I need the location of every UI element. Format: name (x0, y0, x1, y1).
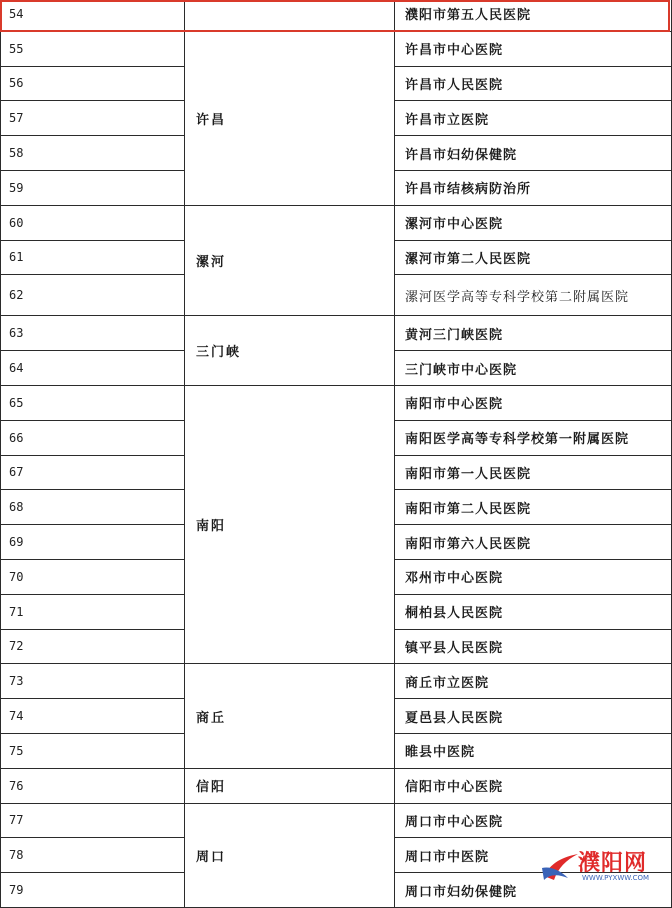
row-number: 69 (1, 525, 185, 560)
hospital-name: 南阳市第六人民医院 (395, 525, 672, 560)
table-row (1, 803, 672, 838)
row-number: 78 (1, 838, 185, 873)
hospital-name: 信阳市中心医院 (395, 768, 672, 803)
hospital-name: 周口市中心医院 (395, 803, 672, 838)
row-number: 58 (1, 136, 185, 171)
row-number: 56 (1, 66, 185, 101)
hospital-name: 黄河三门峡医院 (395, 316, 672, 351)
table-row (1, 31, 672, 66)
hospital-name: 镇平县人民医院 (395, 629, 672, 664)
city-cell-shangqiu: 商丘 (185, 664, 395, 768)
table-row (1, 316, 672, 351)
row-number: 66 (1, 420, 185, 455)
hospital-name: 许昌市立医院 (395, 101, 672, 136)
hospital-name: 濮阳市第五人民医院 (395, 0, 672, 31)
row-number: 61 (1, 240, 185, 275)
city-cell-empty (185, 0, 395, 31)
row-number: 59 (1, 170, 185, 205)
row-number: 60 (1, 205, 185, 240)
row-number: 64 (1, 351, 185, 386)
row-number: 72 (1, 629, 185, 664)
row-number: 70 (1, 559, 185, 594)
row-number: 54 (1, 0, 185, 31)
row-number: 74 (1, 699, 185, 734)
hospital-name: 邓州市中心医院 (395, 559, 672, 594)
table-row (1, 664, 672, 699)
row-number: 79 (1, 873, 185, 908)
hospital-name: 商丘市立医院 (395, 664, 672, 699)
row-number: 73 (1, 664, 185, 699)
row-number: 68 (1, 490, 185, 525)
row-number: 77 (1, 803, 185, 838)
hospital-name: 三门峡市中心医院 (395, 351, 672, 386)
hospital-name: 漯河医学高等专科学校第二附属医院 (395, 275, 672, 316)
table-row (1, 0, 672, 31)
city-cell-zhoukou: 周口 (185, 803, 395, 907)
hospital-name: 南阳市第二人民医院 (395, 490, 672, 525)
watermark-logo (538, 846, 668, 890)
city-cell-luohe: 漯河 (185, 205, 395, 316)
hospital-name: 许昌市人民医院 (395, 66, 672, 101)
city-cell-sanmenxia: 三门峡 (185, 316, 395, 386)
row-number: 67 (1, 455, 185, 490)
city-cell-xuchang: 许昌 (185, 31, 395, 205)
table-row (1, 768, 672, 803)
row-number: 71 (1, 594, 185, 629)
hospital-name: 睢县中医院 (395, 733, 672, 768)
city-cell-nanyang: 南阳 (185, 385, 395, 663)
row-number: 63 (1, 316, 185, 351)
hospital-name: 许昌市中心医院 (395, 31, 672, 66)
watermark-brand: 濮阳网 (578, 851, 648, 876)
city-cell-xinyang: 信阳 (185, 768, 395, 803)
hospital-name: 夏邑县人民医院 (395, 699, 672, 734)
row-number: 76 (1, 768, 185, 803)
hospital-name: 南阳市中心医院 (395, 385, 672, 420)
table-row (1, 205, 672, 240)
hospital-name: 周口市中医院 (395, 838, 672, 873)
hospital-name: 许昌市妇幼保健院 (395, 136, 672, 171)
row-number: 65 (1, 385, 185, 420)
hospital-name: 漯河市中心医院 (395, 205, 672, 240)
hospital-name: 南阳医学高等专科学校第一附属医院 (395, 420, 672, 455)
row-number: 75 (1, 733, 185, 768)
swirl-logo-icon (538, 846, 582, 890)
hospital-name: 周口市妇幼保健院 (395, 873, 672, 908)
watermark-url: WWW.PYXWW.COM (582, 874, 650, 882)
row-number: 57 (1, 101, 185, 136)
hospital-name: 漯河市第二人民医院 (395, 240, 672, 275)
hospital-name: 南阳市第一人民医院 (395, 455, 672, 490)
hospital-name: 许昌市结核病防治所 (395, 170, 672, 205)
row-number: 62 (1, 275, 185, 316)
hospital-name: 桐柏县人民医院 (395, 594, 672, 629)
table-row (1, 385, 672, 420)
row-number: 55 (1, 31, 185, 66)
